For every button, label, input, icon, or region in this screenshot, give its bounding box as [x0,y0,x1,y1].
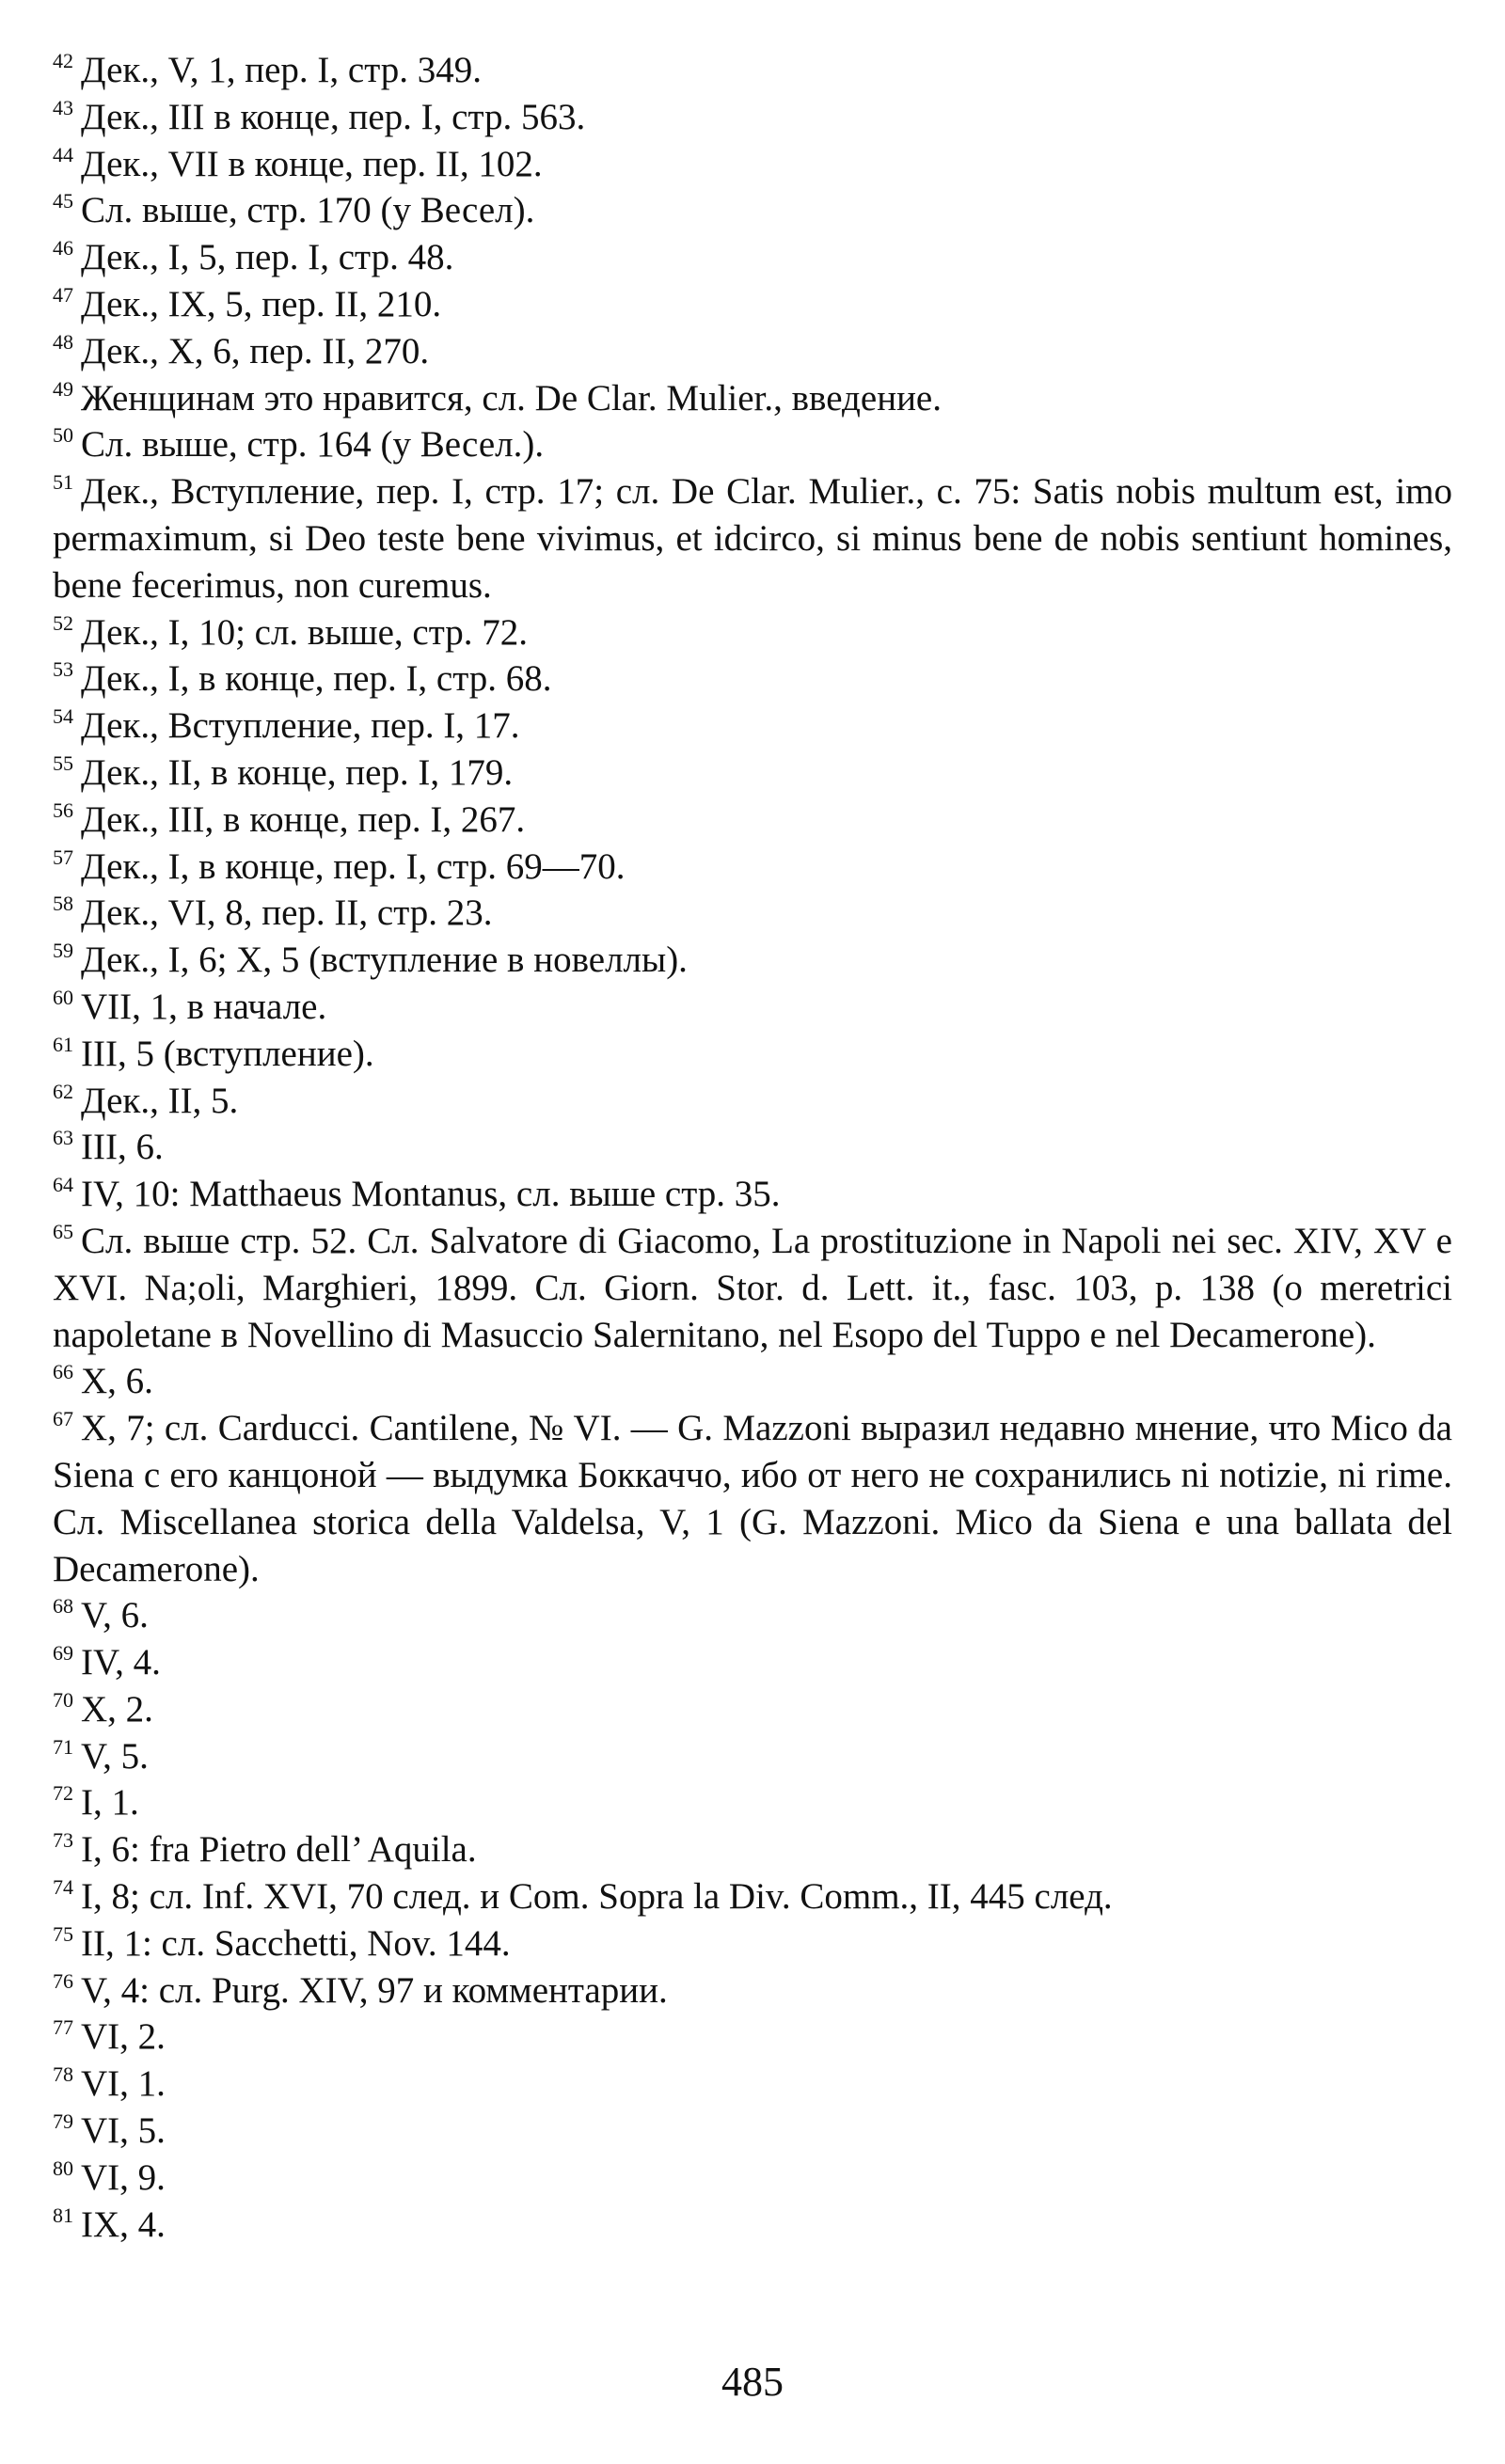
footnote-text: V, 4: сл. Purg. XIV, 97 и комментарии. [81,1969,668,2011]
footnote-56 [53,797,1452,844]
footnote-75 [53,1920,1452,1967]
footnote-49 [53,375,1452,422]
footnote-81 [53,2202,1452,2249]
footnote-79 [53,2108,1452,2155]
footnote-text: Дек., V, 1, пер. I, стр. 349. [81,50,482,90]
footnote-text: IV, 4. [81,1642,161,1683]
footnote-number: 56 [53,798,73,822]
footnote-text: VI, 5. [81,2110,166,2152]
footnote-74 [53,1873,1452,1920]
footnote-number: 46 [53,236,73,261]
footnote-number: 60 [53,985,73,1009]
footnote-text: Сл. выше, стр. 164 (у Весел.). [81,424,545,466]
footnote-text: V, 5. [81,1735,149,1777]
footnote-78 [53,2061,1452,2108]
footnote-text: IX, 4. [81,2203,166,2245]
footnote-number: 76 [53,1968,73,1993]
footnote-48 [53,328,1452,375]
footnote-43 [53,94,1452,141]
footnote-number: 55 [53,750,73,775]
footnote-number: 71 [53,1734,73,1759]
footnote-number: 62 [53,1079,73,1103]
footnote-number: 48 [53,329,73,354]
footnote-number: 72 [53,1781,73,1806]
footnote-number: 54 [53,704,73,729]
footnote-number: 50 [53,423,73,448]
footnote-number: 51 [53,470,73,495]
footnote-47 [53,281,1452,328]
footnote-text: Дек., VII в конце, пер. II, 102. [81,143,543,184]
footnote-text: Дек., III, в конце, пер. I, 267. [81,798,526,840]
footnote-number: 45 [53,189,73,213]
footnote-number: 42 [53,49,73,72]
footnote-text: Дек., I, 10; сл. выше, стр. 72. [81,611,528,653]
footnote-80 [53,2155,1452,2202]
footnote-73 [53,1826,1452,1873]
footnote-text: I, 1. [81,1782,139,1824]
footnotes-list [53,47,1452,2248]
footnote-number: 69 [53,1641,73,1666]
footnote-text: Дек., I, 5, пер. I, стр. 48. [81,237,454,278]
footnote-number: 67 [53,1407,73,1431]
footnote-68 [53,1592,1452,1639]
footnote-71 [53,1733,1452,1780]
footnote-text: Дек., X, 6, пер. II, 270. [81,330,430,371]
footnote-text: Дек., II, в конце, пер. I, 179. [81,751,514,793]
footnote-number: 63 [53,1126,73,1150]
footnote-text: Дек., I, в конце, пер. I, стр. 69—70. [81,845,626,887]
footnote-69 [53,1639,1452,1686]
footnote-text: X, 6. [81,1361,153,1402]
footnote-54 [53,703,1452,750]
footnote-text: V, 6. [81,1595,149,1636]
footnote-text: III, 5 (вступление). [81,1033,374,1074]
footnote-text: Дек., II, 5. [81,1080,239,1121]
footnote-text: Дек., I, в конце, пер. I, стр. 68. [81,658,552,700]
page-number: 485 [721,2359,784,2405]
footnote-text: VII, 1, в начале. [81,986,327,1027]
footnote-59 [53,937,1452,984]
footnote-number: 57 [53,845,73,869]
footnote-text: Дек., Вступление, пер. I, 17. [81,705,520,747]
footnote-number: 70 [53,1687,73,1712]
footnote-number: 78 [53,2062,73,2087]
footnote-number: 73 [53,1828,73,1853]
footnote-text: X, 2. [81,1688,153,1730]
footnote-text: Сл. выше стр. 52. Сл. Salvatore di Giacomo, La prostituzione in Napoli nei sec. XIV, XV e XVI. Na;oli, Marghieri, 1899. Сл. Giorn. Stor. d. Lett. it., fasc. 103, p. 138 (o meretrici napoletane в Novellino di Masuccio Salernitano, nel Esopo del Tuppo e nel Decamerone). [53,1220,1452,1355]
footnote-number: 52 [53,610,73,635]
footnote-text: X, 7; сл. Carducci. Cantilene, № VI. — G. Mazzoni выразил недавно мнение, что Mico da Siena с его канцоной — выдумка Боккаччо, ибо от него не сохранились ni notizie, ni rime. Сл. Miscellanea storica della Valdelsa, V, 1 (G. Mazzoni. Mico da Siena e una ballata del Decamerone). [53,1408,1452,1589]
footnote-45 [53,187,1452,234]
footnote-67 [53,1405,1452,1592]
footnote-text: Дек., VI, 8, пер. II, стр. 23. [81,892,493,934]
footnote-number: 61 [53,1032,73,1056]
footnote-57 [53,844,1452,891]
footnote-text: VI, 9. [81,2156,166,2198]
footnote-number: 53 [53,657,73,682]
footnote-50 [53,421,1452,468]
footnote-53 [53,655,1452,703]
footnote-text: Дек., I, 6; X, 5 (вступление в новеллы). [81,940,688,981]
footnote-number: 43 [53,95,73,119]
footnote-46 [53,234,1452,281]
footnote-text: Дек., III в конце, пер. I, стр. 563. [81,96,586,137]
footnote-70 [53,1686,1452,1733]
footnote-55 [53,750,1452,797]
footnote-number: 65 [53,1219,73,1243]
footnote-77 [53,2014,1452,2061]
footnote-72 [53,1779,1452,1826]
footnote-number: 58 [53,892,73,916]
footnote-44 [53,141,1452,188]
footnote-61 [53,1031,1452,1078]
footnote-text: Сл. выше, стр. 170 (у Весел). [81,190,535,231]
footnote-text: VI, 1. [81,2063,166,2105]
footnote-62 [53,1078,1452,1125]
footnote-text: III, 6. [81,1127,164,1168]
footnote-58 [53,890,1452,937]
footnote-number: 66 [53,1360,73,1384]
footnote-text: Женщинам это нравится, сл. De Clar. Mulier., введение. [81,377,942,419]
footnote-number: 64 [53,1173,73,1197]
footnote-number: 79 [53,2109,73,2134]
footnote-text: I, 6: fra Pietro dell’ Aquila. [81,1829,477,1871]
footnote-number: 59 [53,939,73,963]
footnote-64 [53,1171,1452,1218]
footnote-text: Дек., Вступление, пер. I, стр. 17; сл. De Clar. Mulier., c. 75: Satis nobis multum est, imo permaximum, si Deo teste bene vivimus, et idcirco, si minus bene de nobis sentiunt homines, bene fecerimus, non curemus. [53,471,1452,606]
footnote-66 [53,1358,1452,1405]
footnote-number: 47 [53,282,73,307]
footnote-text: IV, 10: Matthaeus Montanus, сл. выше стр. 35. [81,1174,781,1215]
footnote-number: 77 [53,2015,73,2040]
footnote-number: 68 [53,1594,73,1619]
footnote-number: 44 [53,142,73,166]
footnote-text: VI, 2. [81,2016,166,2058]
footnote-51 [53,468,1452,608]
footnote-number: 75 [53,1921,73,1946]
footnote-number: 80 [53,2156,73,2180]
footnote-76 [53,1967,1452,2014]
footnote-52 [53,609,1452,656]
footnote-65 [53,1218,1452,1358]
footnote-number: 49 [53,376,73,401]
footnote-number: 81 [53,2203,73,2227]
footnote-text: Дек., IX, 5, пер. II, 210. [81,283,442,324]
footnote-42 [53,47,1452,94]
footnote-text: II, 1: сл. Sacchetti, Nov. 144. [81,1922,511,1964]
footnote-text: I, 8; сл. Inf. XVI, 70 след. и Com. Sopra la Div. Comm., II, 445 след. [81,1876,1113,1918]
footnote-number: 74 [53,1875,73,1900]
footnote-60 [53,984,1452,1031]
footnote-63 [53,1124,1452,1171]
